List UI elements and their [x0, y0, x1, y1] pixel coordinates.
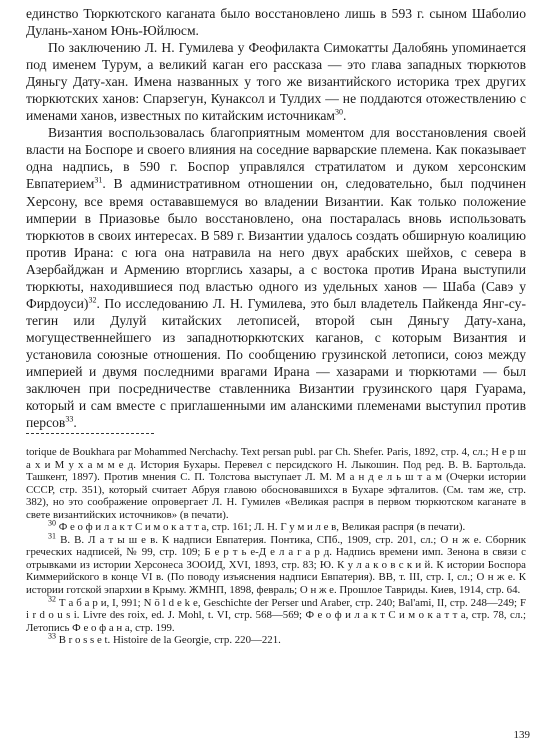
footnote-30: $^{30}$ Ф е о ф и л а к т С и м о к а т т а, стр. 161; Л. Н. Г у м и л е в, Великая распря (в печати). — [48, 518, 466, 534]
paragraph-2: По заключению Л. Н. Гумилева у Феофилакта Симокатты Далобянь упоминается под именем Турум, а великий каган его рассказа — это глава западных тюркютов Дяньгу Дату-хан. Имена названных у того же византийского историка трех других тюркютских ханов: Спарзегун, Кунаксол и Тулдих — не поддаются отожествлению с именами ханов, известных по китайским источникам$^{30}$. — [26, 40, 526, 124]
page-number: 139 — [513, 729, 530, 741]
footnote-31: $^{31}$ В. В. Л а т ы ш е в. К надписи Евпатерия. Понтика, СПб., 1909, стр. 201, сл.; О н ж е. Сборник греческих надписей, № 99, стр. 109; Б е р т ь е-Д е л а г а р д. Надпись времени имп. Зенона в связи с отрывками из истории Херсонеса ЗООИД, XVI, 1893, стр. 83; Ю. К у л а к о в с к и й. К истории Боспора Киммерийского в конце VI в. (По поводу изъяснения надписи Евпатерия). ВВ, т. III, стр. I, сл.; О н ж е. К истории готской эпархии в Крыму. ЖМНП, 1898, февраль; О н ж е. Прошлое Тавриды. Киев, 1914, стр. 64. — [26, 531, 526, 597]
footnote-ref-31: 31 — [94, 175, 103, 185]
footnote-32: $^{32}$ Т а б а р и, I, 991; N ö l d e k e, Geschichte der Perser und Araber, стр. 240; Bal'ami, II, стр. 248—249; F i r d o u s i. Livre des roix, ed. J. Mohl, t. VI, стр. 568—569; Ф е о ф и л а к т С и м о к а т т а, стр. 78, сл.; Летопись Ф е о ф а н а, стр. 199. — [26, 593, 526, 634]
footnote-ref-33: 33 — [65, 414, 74, 424]
footnotes — [26, 446, 526, 647]
main-text — [26, 5, 526, 431]
footnote-ref-32: 32 — [88, 295, 97, 305]
footnote-ref-30: 30 — [334, 107, 343, 117]
footnote-separator — [26, 433, 154, 434]
paragraph-1: единство Тюркютского каганата было восстановлено лишь в 593 г. сыном Шаболио Дулань-ханом Юнь-Юйлюсм. — [26, 6, 526, 39]
paragraph-3: Византия воспользовалась благоприятным моментом для восстановления своей власти на Боспоре и своего влияния на соседние варварские племена. Как показывает одна надпись, в 590 г. Боспор управлялся стратилатом и дуком херсонским Евпатерием$^{31}$. В административном отношении он, следовательно, был подчинен Херсону, все время остававшемуся во владении Византии. Как только положение империи в Приазовье было восстановлено, она постаралась вновь использовать тюркютов в своих интересах. В 589 г. Византии удалось создать обширную коалицию против Ирана: с юга она натравила на него двух арабских шейхов, с севера в Азербайджан и Армению вторглись хазары, а с востока против Ирана выступили тюркюты, находившиеся под властью одного из удельных ханов — Шаба (Савэ у Фирдоуси)$^{32}$. По исследованию Л. Н. Гумилева, это был владетель Пайкенда Янг-су-тегин или Дулуй китайских летописей, второй сын Дяньгу Дату-хана, могущественнейшего из западнотюркютских каганов, с которым Византия и установила союзные отношения. По сообщению грузинской летописи, союз между империей и двумя последними врагами Ирана — хазарами и тюркютами — был заключен при посредничестве ставленника Византии грузинского царя Гуарама, который и сам вместе с приглашенными им аланскими племенами выступил против персов$^{33}$. — [26, 125, 526, 431]
footnote-33: $^{33}$ B r o s s e t. Histoire de la Georgie, стр. 220—221. — [48, 631, 281, 647]
footnote-continued: torique de Boukhara par Mohammed Nerchachy. Text persan publ. par Ch. Shefer. Paris, 1892, стр. 4, сл.; Н е р ш а х и М у х а м м е д. История Бухары. Перевел с персидского Н. Лыкошин. Под ред. В. В. Бартольда. Ташкент, 1897). Против мнения С. П. Толстова выступает Л. М. М а н д е л ь ш т а м (Очерки истории СССР, стр. 351), который считает Абруя главою обосновавшихся в Бухаре эфталитов. (См. там же, стр. 382), но это соображение опровергает Л. Н. Гумилев «Великая распря в первом тюркютском каганате в свете византийских источников» (в печати). — [26, 446, 526, 521]
